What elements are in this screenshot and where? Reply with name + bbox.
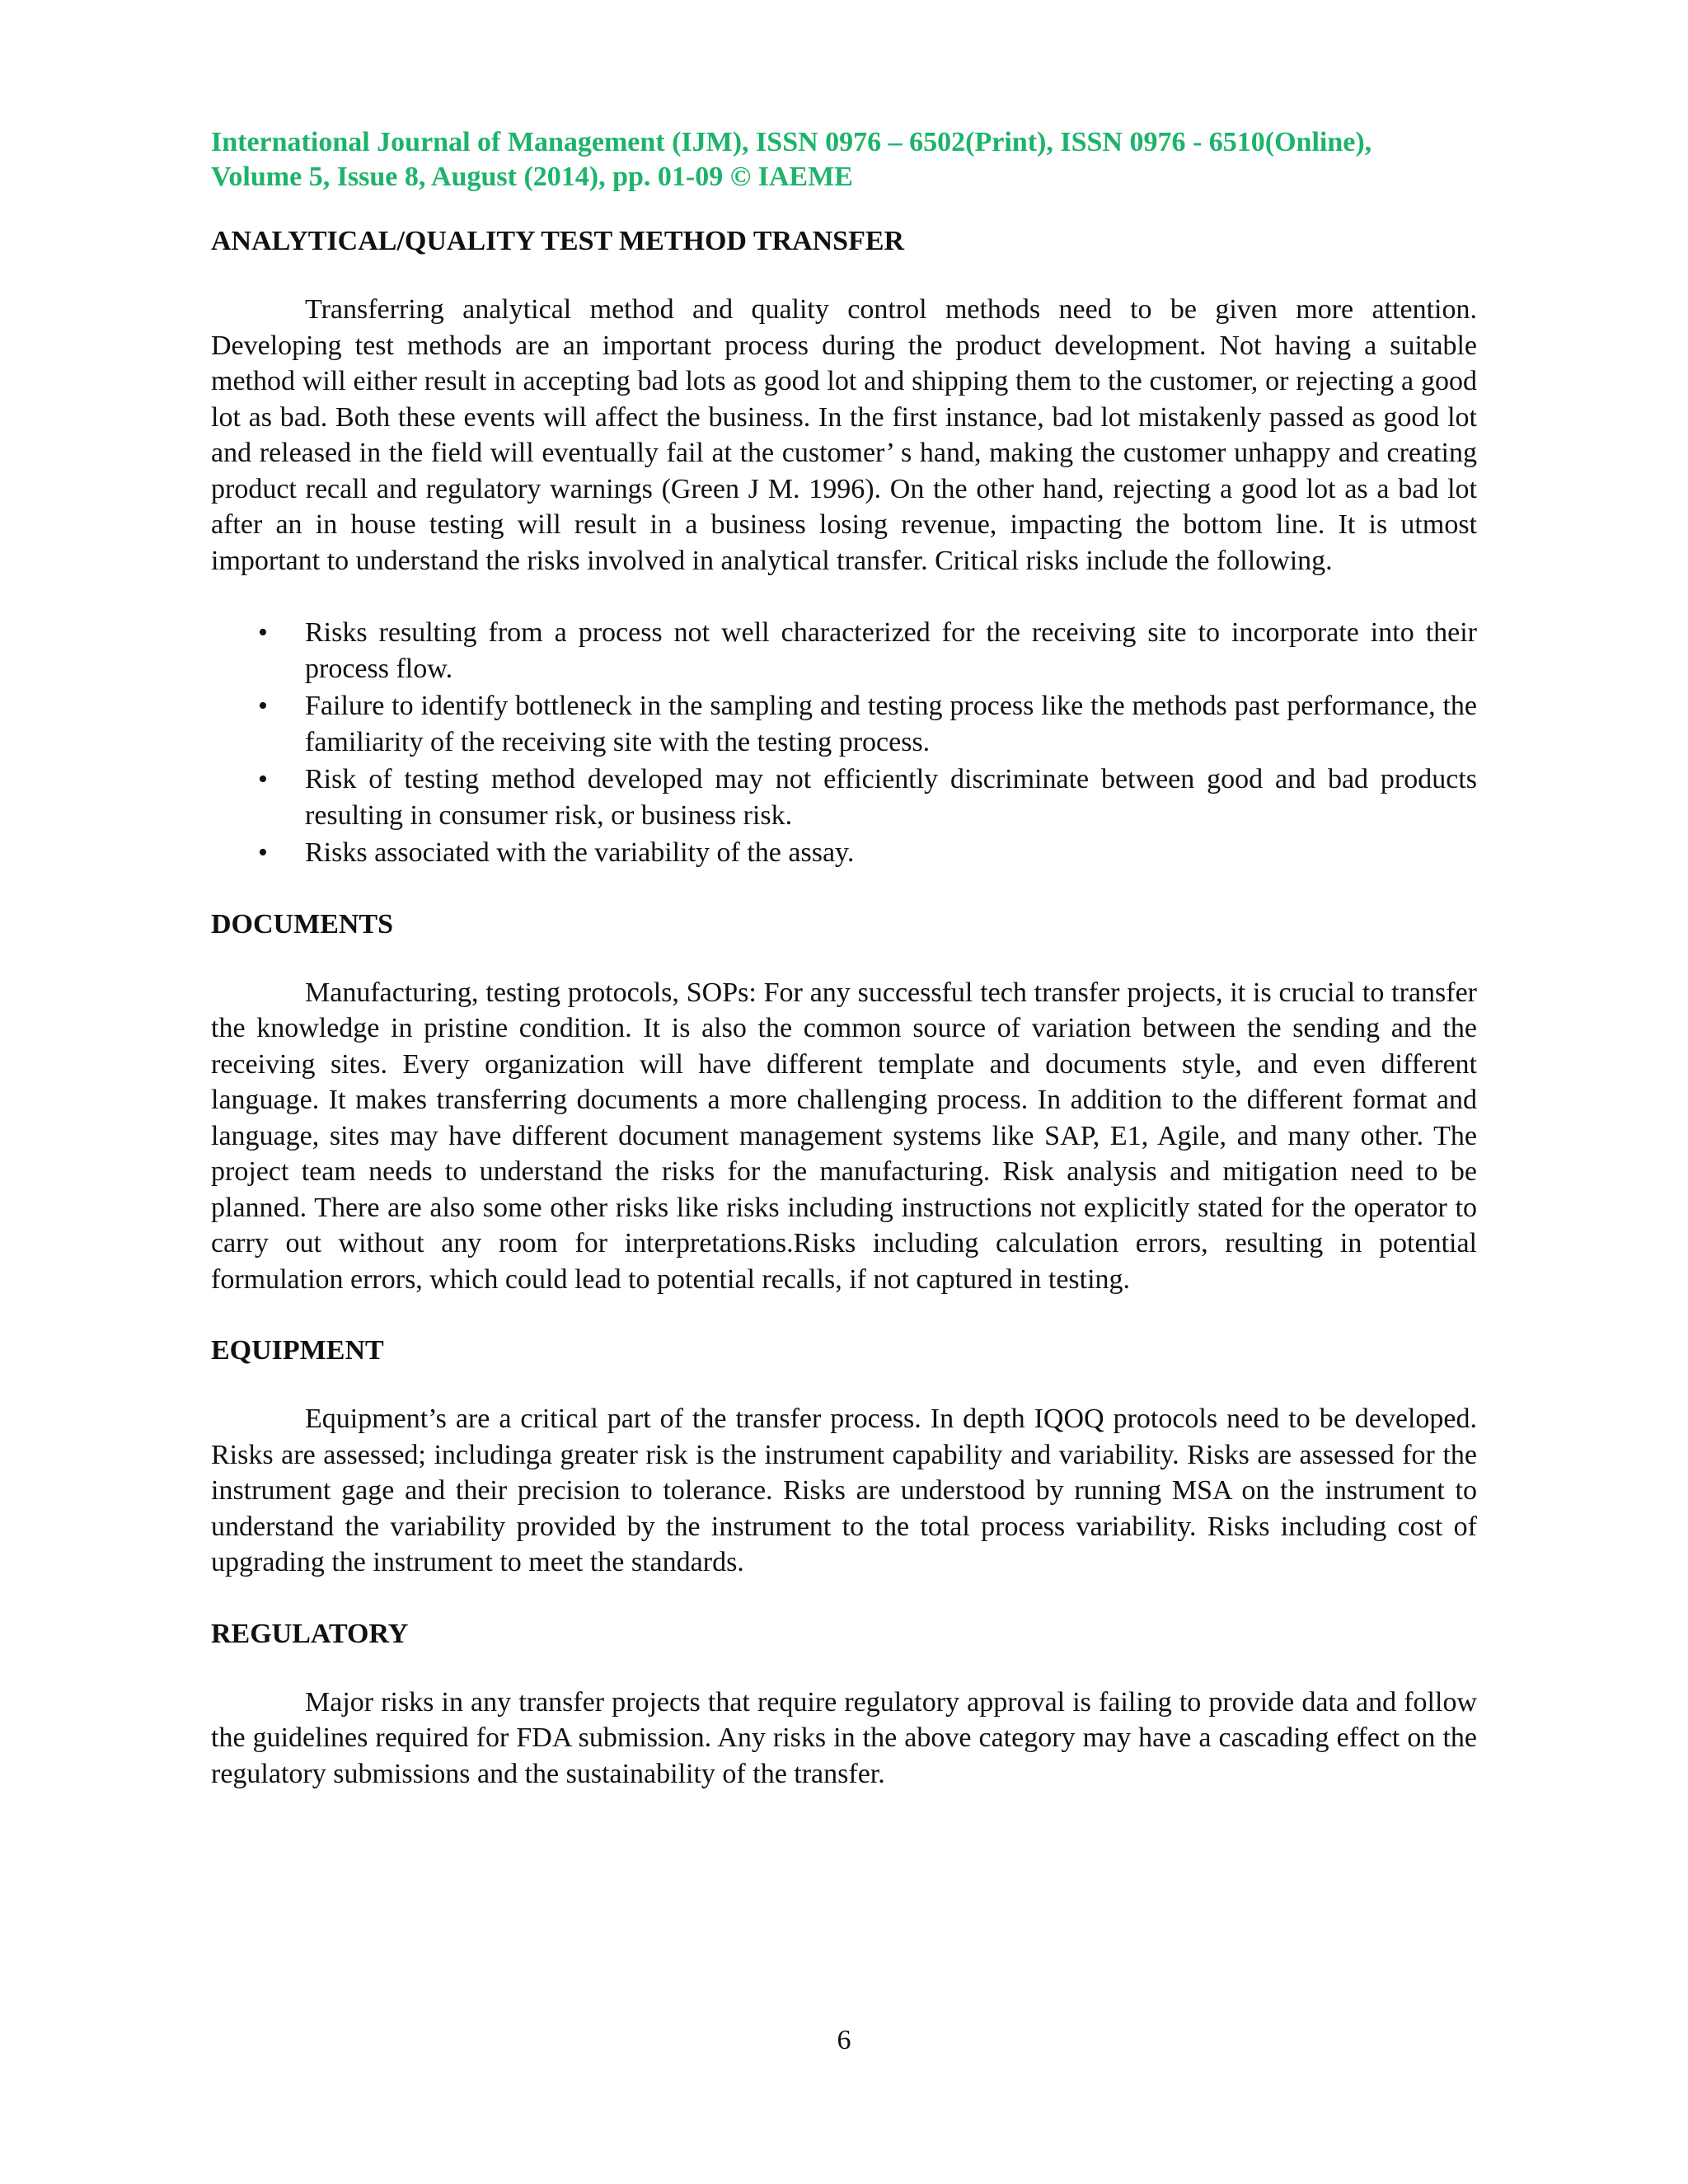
list-item [211,688,1477,760]
page-content [211,125,1477,1828]
bullet-text: Failure to identify bottleneck in the sampling and testing process like the methods past performance, the familiarity of the receiving site with the testing process. [305,691,1477,757]
section-analytical-transfer [211,224,1477,871]
bullet-icon: • [258,837,268,868]
section-heading-regulatory: REGULATORY [211,1618,409,1649]
page-number: 6 [837,2025,851,2055]
section-equipment [211,1333,1477,1581]
risk-bullet-list [211,615,1477,871]
paragraph-equipment: Equipment’s are a critical part of the transfer process. In depth IQOQ protocols need to be developed. Risks are assessed; includinga greater risk is the instrument capability and variability. Risks are assessed for the instrument gage and their precision to tolerance. Risks are understood by running MSA on the instrument to understand the variability provided by the instrument to the total process variability. Risks including cost of upgrading the instrument to meet the standards. [211,1404,1477,1577]
section-documents [211,907,1477,1298]
list-item [211,835,1477,871]
bullet-text: Risks resulting from a process not well characterized for the receiving site to incorporate into their process flow. [305,617,1477,684]
bullet-icon: • [258,764,268,794]
paragraph-analytical: Transferring analytical method and quality control methods need to be given more attention. Developing test methods are an important process during the product development. Not having a suitable method will either result in accepting bad lots as good lot and shipping them to the customer, or rejecting a good lot as bad. Both these events will affect the business. In the first instance, bad lot mistakenly passed as good lot and released in the field will eventually fail at the customer’ s hand, making the customer unhappy and creating product recall and regulatory warnings (Green J M. 1996). On the other hand, rejecting a good lot as a bad lot after an in house testing will result in a business losing revenue, impacting the bottom line. It is utmost important to understand the risks involved in analytical transfer. Critical risks include the following. [211,294,1477,576]
section-regulatory [211,1617,1477,1793]
journal-header [211,125,1477,194]
section-heading-documents: DOCUMENTS [211,908,394,940]
paragraph-documents: Manufacturing, testing protocols, SOPs: For any successful tech transfer projects, it is crucial to transfer the knowledge in pristine condition. It is also the common source of variation between the sending and the receiving sites. Every organization will have different template and documents style, and even different language. It makes transferring documents a more challenging process. In addition to the different format and language, sites may have different document management systems like SAP, E1, Agile, and many other. The project team needs to understand the risks for the manufacturing. Risk analysis and mitigation need to be planned. There are also some other risks like risks including instructions not explicitly stated for the operator to carry out without any room for interpretations.Risks including calculation errors, resulting in potential formulation errors, which could lead to potential recalls, if not captured in testing. [211,977,1477,1295]
bullet-text: Risks associated with the variability of the assay. [305,837,855,868]
list-item [211,762,1477,833]
bullet-icon: • [258,691,268,721]
paragraph-regulatory: Major risks in any transfer projects that require regulatory approval is failing to provide data and follow the guidelines required for FDA submission. Any risks in the above category may have a cascading effect on the regulatory submissions and the sustainability of the transfer. [211,1686,1477,1789]
journal-header-line-1: International Journal of Management (IJM), ISSN 0976 – 6502(Print), ISSN 0976 - 6510(Online), [211,127,1372,157]
bullet-icon: • [258,617,268,648]
journal-header-line-2: Volume 5, Issue 8, August (2014), pp. 01-09 © IAEME [211,162,853,192]
section-heading-analytical: ANALYTICAL/QUALITY TEST METHOD TRANSFER [211,226,905,256]
list-item [211,615,1477,687]
section-heading-equipment: EQUIPMENT [211,1335,384,1366]
bullet-text: Risk of testing method developed may not efficiently discriminate between good and bad products resulting in consumer risk, or business risk. [305,764,1477,831]
